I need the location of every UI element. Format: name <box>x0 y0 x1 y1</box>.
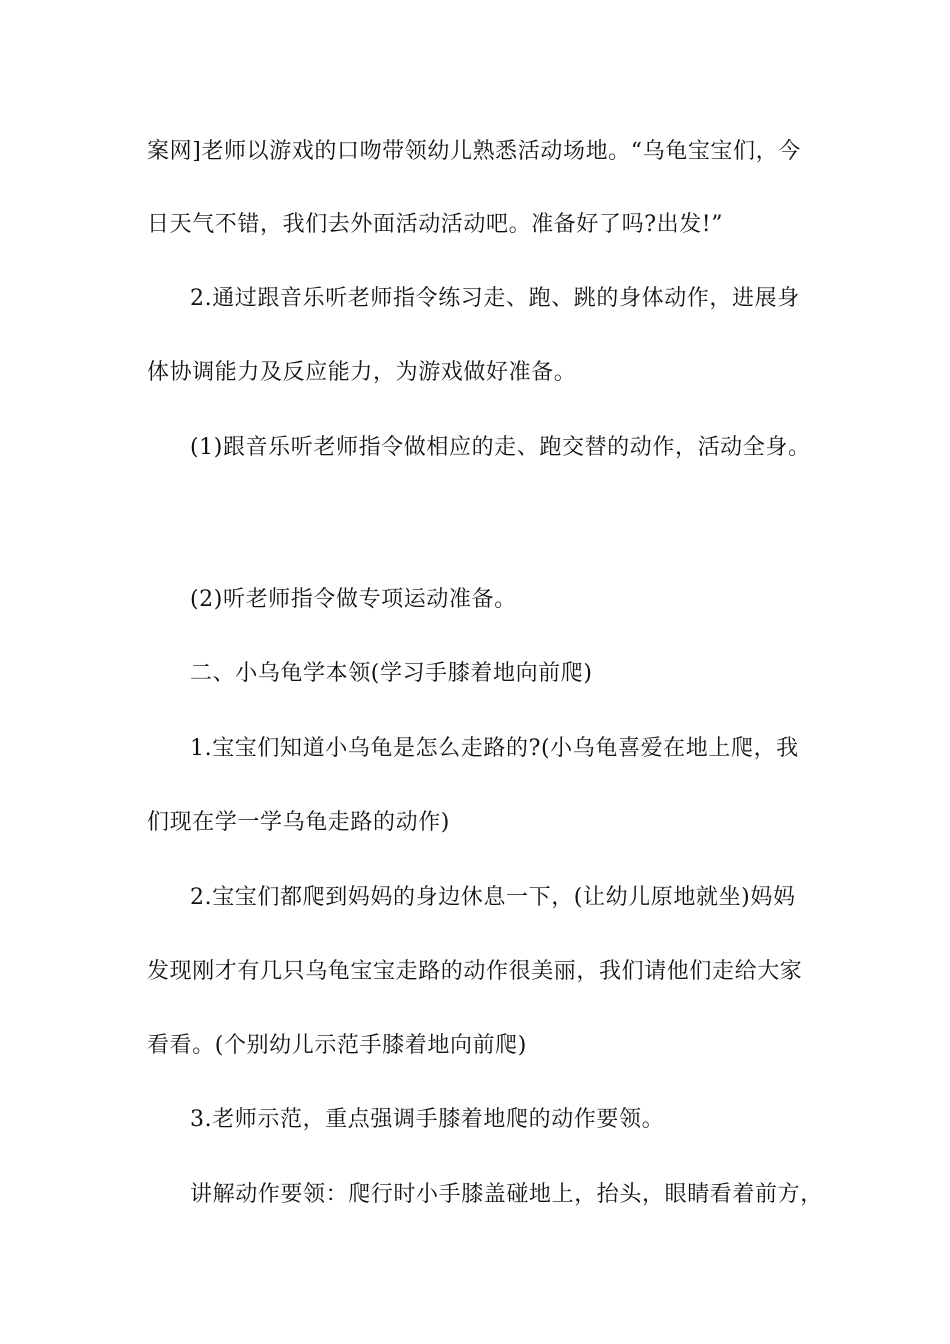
text-line: 案网]老师以游戏的口吻带领幼儿熟悉活动场地。“乌龟宝宝们，今 <box>147 139 801 164</box>
text-line: 3.老师示范，重点强调手膝着地爬的动作要领。 <box>190 1107 665 1132</box>
text-line: (1)跟音乐听老师指令做相应的走、跑交替的动作，活动全身。 <box>190 435 811 460</box>
text-line: 2.通过跟音乐听老师指令练习走、跑、跳的身体动作，进展身 <box>190 286 800 311</box>
text-line: 日天气不错，我们去外面活动活动吧。准备好了吗?出发!” <box>147 212 724 237</box>
text-line: 体协调能力及反应能力，为游戏做好准备。 <box>147 360 577 385</box>
section-heading: 二、小乌龟学本领(学习手膝着地向前爬) <box>190 661 593 686</box>
text-line: 2.宝宝们都爬到妈妈的身边休息一下，(让幼儿原地就坐)妈妈 <box>190 885 796 910</box>
text-line: 发现刚才有几只乌龟宝宝走路的动作很美丽，我们请他们走给大家 <box>147 959 803 984</box>
text-line: 们现在学一学乌龟走路的动作) <box>147 810 450 835</box>
text-line: (2)听老师指令做专项运动准备。 <box>190 587 517 612</box>
text-line: 讲解动作要领：爬行时小手膝盖碰地上，抬头，眼睛看着前方， <box>190 1182 823 1207</box>
text-line: 1.宝宝们知道小乌龟是怎么走路的?(小乌龟喜爱在地上爬，我 <box>190 736 799 761</box>
text-line: 看看。(个别幼儿示范手膝着地向前爬) <box>147 1033 527 1058</box>
